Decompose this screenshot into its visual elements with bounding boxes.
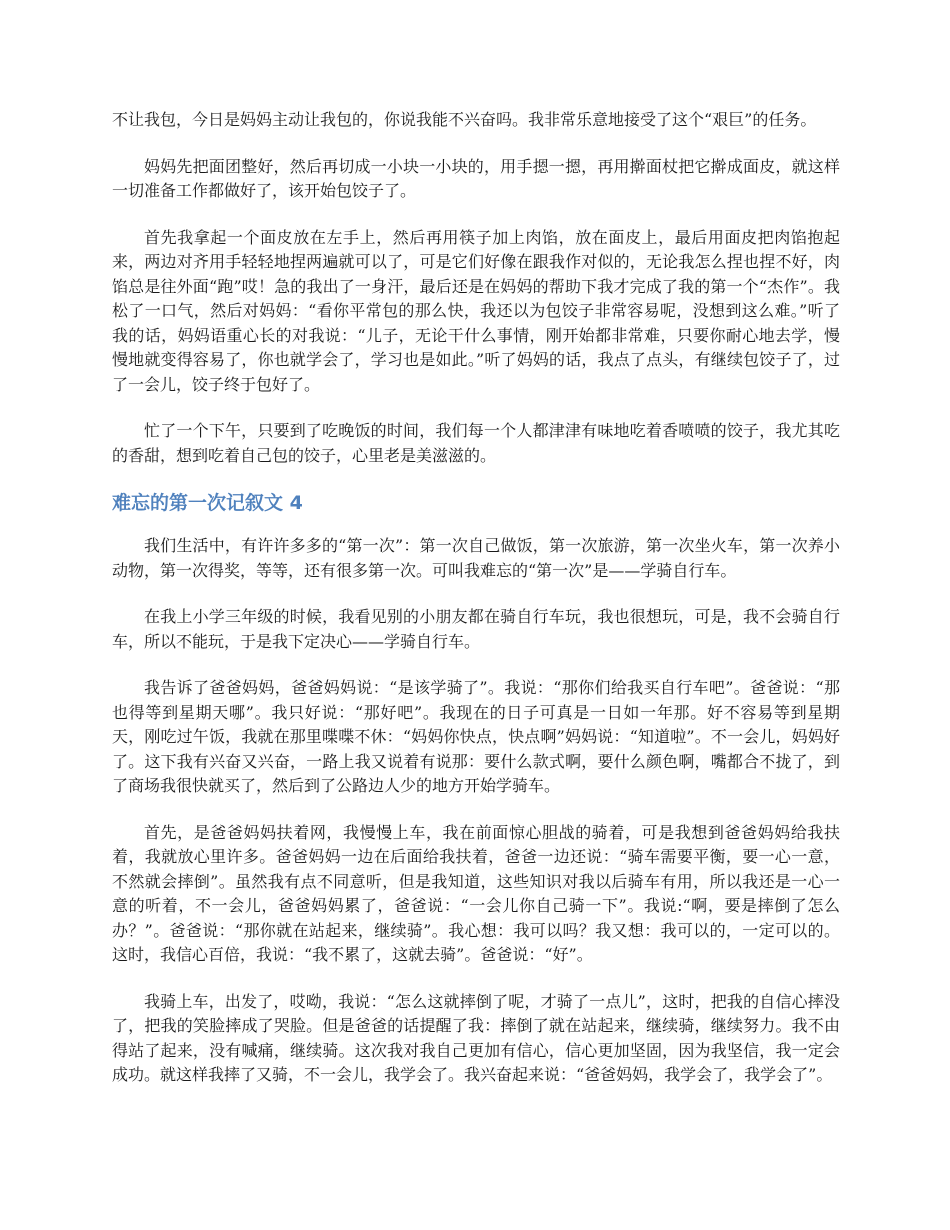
document-page <box>112 108 840 1110</box>
paragraph-continuation: 不让我包，今日是妈妈主动让我包的，你说我能不兴奋吗。我非常乐意地接受了这个“艰巨”的任务。 <box>112 110 817 129</box>
paragraph: 忙了一个下午，只要到了吃晚饭的时间，我们每一个人都津津有味地吃着香喷喷的饺子，我尤其吃的香甜，想到吃着自己包的饺子，心里老是美滋滋的。 <box>112 421 840 465</box>
paragraph: 首先，是爸爸妈妈扶着网，我慢慢上车，我在前面惊心胆战的骑着，可是我想到爸爸妈妈给我扶着，我就放心里许多。爸爸妈妈一边在后面给我扶着，爸爸一边还说：“骑车需要平衡，要一心一意，不然就会摔倒”。虽然我有点不同意听，但是我知道，这些知识对我以后骑车有用，所以我还是一心一意的听着，不一会儿，爸爸妈妈累了，爸爸说：“一会儿你自己骑一下”。我说:“啊，要是摔倒了怎么办？”。爸爸说：“那你就在站起来，继续骑”。我心想：我可以吗？我又想：我可以的，一定可以的。这时，我信心百倍，我说：“我不累了，这就去骑”。爸爸说：“好”。 <box>112 822 840 964</box>
paragraph: 首先我拿起一个面皮放在左手上，然后再用筷子加上肉馅，放在面皮上，最后用面皮把肉馅抱起来，两边对齐用手轻轻地捏两遍就可以了，可是它们好像在跟我作对似的，无论我怎么捏也捏不好，肉馅总是往外面“跑”哎！急的我出了一身汗，最后还是在妈妈的帮助下我才完成了我的第一个“杰作”。我松了一口气，然后对妈妈：“看你平常包的那么快，我还以为包饺子非常容易呢，没想到这么难。”听了我的话，妈妈语重心长的对我说：“儿子，无论干什么事情，刚开始都非常难，只要你耐心地去学，慢慢地就变得容易了，你也就学会了，学习也是如此。”听了妈妈的话，我点了点头，有继续包饺子了，过了一会儿，饺子终于包好了。 <box>112 227 840 394</box>
section-heading: 难忘的第一次记叙文 4 <box>112 492 303 514</box>
paragraph: 妈妈先把面团整好，然后再切成一小块一小块的，用手摁一摁，再用擀面杖把它擀成面皮，就这样一切准备工作都做好了，该开始包饺子了。 <box>112 156 840 200</box>
paragraph: 在我上小学三年级的时候，我看见别的小朋友都在骑自行车玩，我也很想玩，可是，我不会骑自行车，所以不能玩，于是我下定决心——学骑自行车。 <box>112 607 840 651</box>
paragraph: 我骑上车，出发了，哎呦，我说：“怎么这就摔倒了呢，才骑了一点儿”，这时，把我的自信心摔没了，把我的笑脸摔成了哭脸。但是爸爸的话提醒了我：摔倒了就在站起来，继续骑，继续努力。我不由得站了起来，没有喊痛，继续骑。这次我对我自己更加有信心，信心更加坚固，因为我坚信，我一定会成功。就这样我摔了又骑，不一会儿，我学会了。我兴奋起来说：“爸爸妈妈，我学会了，我学会了”。 <box>112 991 840 1084</box>
paragraph: 我告诉了爸爸妈妈，爸爸妈妈说：“是该学骑了”。我说：“那你们给我买自行车吧”。爸爸说：“那也得等到星期天哪”。我只好说：“那好吧”。我现在的日子可真是一日如一年那。好不容易等到星期天，刚吃过午饭，我就在那里喋喋不休：“妈妈你快点，快点啊”妈妈说：“知道啦”。不一会儿，妈妈好了。这下我有兴奋又兴奋，一路上我又说着有说那：要什么款式啊，要什么颜色啊，嘴都合不拢了，到了商场我很快就买了，然后到了公路边人少的地方开始学骑车。 <box>112 678 840 795</box>
paragraph: 我们生活中，有许许多多的“第一次”：第一次自己做饭，第一次旅游，第一次坐火车，第一次养小动物，第一次得奖，等等，还有很多第一次。可叫我难忘的“第一次”是——学骑自行车。 <box>112 536 840 580</box>
